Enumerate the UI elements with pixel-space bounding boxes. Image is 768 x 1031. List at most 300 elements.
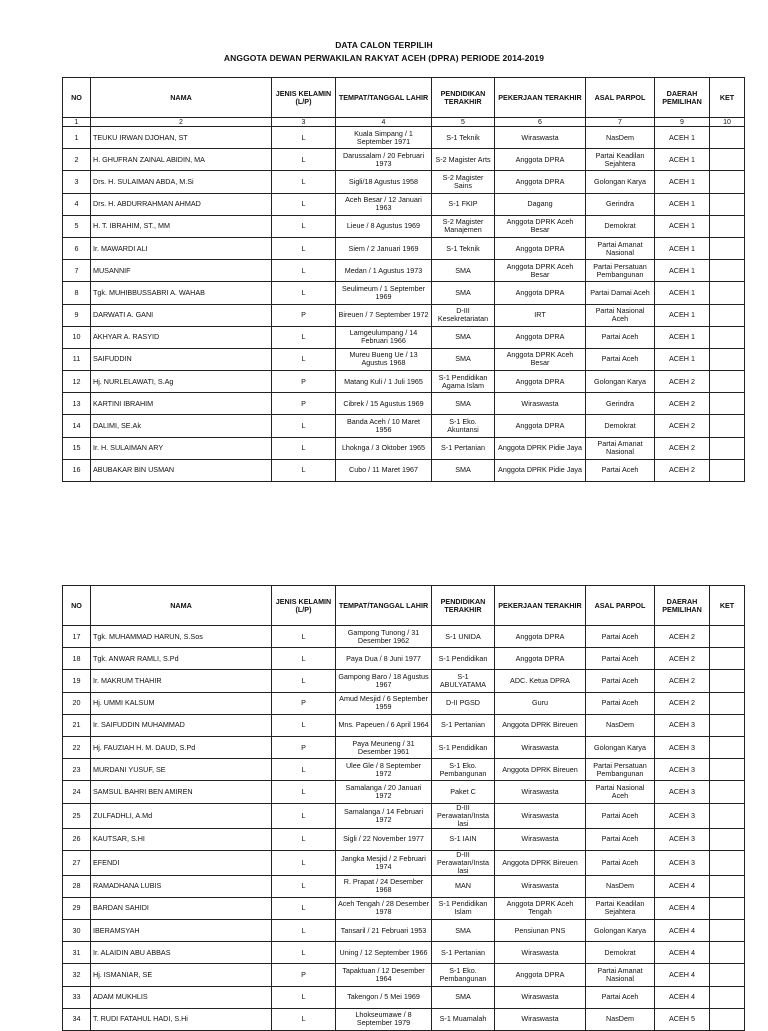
cell-ket: [710, 415, 745, 437]
cell-daerah-pemilihan: ACEH 2: [655, 692, 710, 714]
cell-pendidikan: S-1 Eko. Pembangunan: [432, 759, 495, 781]
cell-ket: [710, 897, 745, 919]
cell-pekerjaan: Wiraswasta: [495, 875, 586, 897]
cell-jenis-kelamin: L: [272, 942, 336, 964]
cell-tempat-tanggal-lahir: Cibrek / 15 Agustus 1969: [336, 393, 432, 415]
cell-jenis-kelamin: L: [272, 803, 336, 828]
cell-no: 12: [63, 371, 91, 393]
cell-daerah-pemilihan: ACEH 1: [655, 348, 710, 370]
cell-ket: [710, 437, 745, 459]
table-2-body: [63, 626, 745, 1031]
cell-daerah-pemilihan: ACEH 1: [655, 304, 710, 326]
col-header-tempat-tanggal-lahir: TEMPAT/TANGGAL LAHIR: [336, 586, 432, 626]
col-header-pekerjaan: PEKERJAAN TERAKHIR: [495, 586, 586, 626]
table-row: [63, 193, 745, 215]
cell-tempat-tanggal-lahir: Sigli/18 Agustus 1958: [336, 171, 432, 193]
cell-daerah-pemilihan: ACEH 2: [655, 459, 710, 481]
cell-jenis-kelamin: L: [272, 260, 336, 282]
cell-tempat-tanggal-lahir: Medan / 1 Agustus 1973: [336, 260, 432, 282]
cell-daerah-pemilihan: ACEH 3: [655, 803, 710, 828]
table-row: [63, 326, 745, 348]
column-index: 3: [272, 118, 336, 127]
cell-jenis-kelamin: L: [272, 626, 336, 648]
cell-jenis-kelamin: L: [272, 1008, 336, 1030]
cell-pendidikan: S-1 Muamalah: [432, 1008, 495, 1030]
cell-ket: [710, 304, 745, 326]
table-row: [63, 237, 745, 259]
cell-pendidikan: SMA: [432, 986, 495, 1008]
table-row: [63, 714, 745, 736]
cell-nama: Hj. NURLELAWATI, S.Ag: [91, 371, 272, 393]
cell-jenis-kelamin: L: [272, 648, 336, 670]
cell-asal-parpol: NasDem: [586, 1008, 655, 1030]
column-index-row: [63, 118, 745, 127]
cell-nama: Drs. H. SULAIMAN ABDA, M.Si: [91, 171, 272, 193]
table-row: [63, 875, 745, 897]
cell-jenis-kelamin: P: [272, 371, 336, 393]
cell-tempat-tanggal-lahir: Sigli / 22 November 1977: [336, 828, 432, 850]
cell-pekerjaan: Wiraswasta: [495, 1008, 586, 1030]
cell-asal-parpol: Partai Nasional Aceh: [586, 781, 655, 803]
cell-pendidikan: S-1 Teknik: [432, 237, 495, 259]
cell-pendidikan: S-2 Magister Arts: [432, 149, 495, 171]
cell-daerah-pemilihan: ACEH 2: [655, 626, 710, 648]
cell-jenis-kelamin: L: [272, 437, 336, 459]
cell-nama: ABUBAKAR BIN USMAN: [91, 459, 272, 481]
table-row: [63, 828, 745, 850]
cell-daerah-pemilihan: ACEH 3: [655, 759, 710, 781]
cell-no: 25: [63, 803, 91, 828]
cell-no: 3: [63, 171, 91, 193]
cell-nama: Ir. MAKRUM THAHIR: [91, 670, 272, 692]
cell-pekerjaan: Wiraswasta: [495, 393, 586, 415]
cell-pekerjaan: Anggota DPRK Pidie Jaya: [495, 437, 586, 459]
cell-jenis-kelamin: P: [272, 964, 336, 986]
cell-no: 10: [63, 326, 91, 348]
cell-pekerjaan: ADC. Ketua DPRA: [495, 670, 586, 692]
cell-ket: [710, 714, 745, 736]
cell-asal-parpol: Golongan Karya: [586, 736, 655, 758]
cell-pekerjaan: Anggota DPRA: [495, 964, 586, 986]
cell-pendidikan: S-1 Pendidikan Islam: [432, 897, 495, 919]
cell-daerah-pemilihan: ACEH 2: [655, 371, 710, 393]
column-index: 2: [91, 118, 272, 127]
candidate-table-2: [62, 585, 745, 1031]
cell-pendidikan: S-1 Pertanian: [432, 942, 495, 964]
col-header-asal-parpol: ASAL PARPOL: [586, 78, 655, 118]
cell-pekerjaan: Anggota DPRA: [495, 326, 586, 348]
cell-tempat-tanggal-lahir: Siem / 2 Januari 1969: [336, 237, 432, 259]
cell-no: 7: [63, 260, 91, 282]
col-header-jenis-kelamin: JENIS KELAMIN (L/P): [272, 78, 336, 118]
cell-ket: [710, 759, 745, 781]
cell-asal-parpol: NasDem: [586, 714, 655, 736]
cell-ket: [710, 393, 745, 415]
table-row: [63, 692, 745, 714]
cell-jenis-kelamin: L: [272, 215, 336, 237]
cell-no: 27: [63, 850, 91, 875]
cell-pekerjaan: Anggota DPRK Bireuen: [495, 714, 586, 736]
cell-nama: SAIFUDDIN: [91, 348, 272, 370]
cell-no: 5: [63, 215, 91, 237]
cell-pendidikan: SMA: [432, 326, 495, 348]
cell-daerah-pemilihan: ACEH 4: [655, 875, 710, 897]
table-row: [63, 215, 745, 237]
cell-nama: AKHYAR A. RASYID: [91, 326, 272, 348]
cell-asal-parpol: Partai Amanat Nasional: [586, 437, 655, 459]
cell-no: 16: [63, 459, 91, 481]
table-row: [63, 736, 745, 758]
cell-daerah-pemilihan: ACEH 3: [655, 850, 710, 875]
cell-pendidikan: SMA: [432, 459, 495, 481]
cell-jenis-kelamin: L: [272, 670, 336, 692]
cell-nama: RAMADHANA LUBIS: [91, 875, 272, 897]
cell-no: 22: [63, 736, 91, 758]
cell-asal-parpol: Partai Amanat Nasional: [586, 964, 655, 986]
column-index: 10: [710, 118, 745, 127]
table-row: [63, 850, 745, 875]
cell-tempat-tanggal-lahir: Uning / 12 September 1966: [336, 942, 432, 964]
cell-nama: Hj. ISMANIAR, SE: [91, 964, 272, 986]
cell-pekerjaan: Anggota DPRK Aceh Besar: [495, 260, 586, 282]
cell-pekerjaan: Wiraswasta: [495, 942, 586, 964]
cell-daerah-pemilihan: ACEH 1: [655, 171, 710, 193]
cell-no: 34: [63, 1008, 91, 1030]
cell-nama: DALIMI, SE.Ak: [91, 415, 272, 437]
cell-ket: [710, 371, 745, 393]
col-header-ket: KET: [710, 586, 745, 626]
cell-no: 29: [63, 897, 91, 919]
cell-asal-parpol: Gerindra: [586, 193, 655, 215]
cell-daerah-pemilihan: ACEH 1: [655, 326, 710, 348]
cell-no: 11: [63, 348, 91, 370]
cell-no: 21: [63, 714, 91, 736]
cell-tempat-tanggal-lahir: Gampong Baro / 18 Agustus 1967: [336, 670, 432, 692]
cell-tempat-tanggal-lahir: Bireuen / 7 September 1972: [336, 304, 432, 326]
cell-asal-parpol: Partai Aceh: [586, 828, 655, 850]
col-header-no: NO: [63, 78, 91, 118]
cell-asal-parpol: Golongan Karya: [586, 371, 655, 393]
cell-ket: [710, 803, 745, 828]
table-row: [63, 781, 745, 803]
cell-asal-parpol: Golongan Karya: [586, 920, 655, 942]
cell-asal-parpol: Partai Aceh: [586, 692, 655, 714]
cell-no: 28: [63, 875, 91, 897]
cell-jenis-kelamin: L: [272, 348, 336, 370]
cell-jenis-kelamin: L: [272, 282, 336, 304]
cell-ket: [710, 215, 745, 237]
cell-jenis-kelamin: L: [272, 127, 336, 149]
cell-tempat-tanggal-lahir: Samalanga / 14 Februari 1972: [336, 803, 432, 828]
cell-asal-parpol: Partai Keadilan Sejahtera: [586, 897, 655, 919]
cell-ket: [710, 850, 745, 875]
cell-pekerjaan: Anggota DPRA: [495, 149, 586, 171]
cell-pekerjaan: Anggota DPRA: [495, 415, 586, 437]
cell-no: 26: [63, 828, 91, 850]
col-header-ket: KET: [710, 78, 745, 118]
cell-pendidikan: S-1 ABULYATAMA: [432, 670, 495, 692]
cell-no: 8: [63, 282, 91, 304]
col-header-asal-parpol: ASAL PARPOL: [586, 586, 655, 626]
cell-ket: [710, 326, 745, 348]
cell-asal-parpol: Golongan Karya: [586, 171, 655, 193]
cell-asal-parpol: Demokrat: [586, 215, 655, 237]
cell-jenis-kelamin: L: [272, 781, 336, 803]
cell-jenis-kelamin: L: [272, 828, 336, 850]
cell-nama: KAUTSAR, S.HI: [91, 828, 272, 850]
cell-pendidikan: D-III Perawatan/Insta lasi: [432, 803, 495, 828]
cell-asal-parpol: Partai Damai Aceh: [586, 282, 655, 304]
table-row: [63, 897, 745, 919]
table-row: [63, 415, 745, 437]
cell-no: 32: [63, 964, 91, 986]
cell-no: 4: [63, 193, 91, 215]
cell-pendidikan: S-1 Eko. Pembangunan: [432, 964, 495, 986]
cell-jenis-kelamin: L: [272, 759, 336, 781]
table-row: [63, 920, 745, 942]
column-index: 1: [63, 118, 91, 127]
cell-pendidikan: MAN: [432, 875, 495, 897]
col-header-no: NO: [63, 586, 91, 626]
cell-daerah-pemilihan: ACEH 4: [655, 942, 710, 964]
cell-pendidikan: Paket C: [432, 781, 495, 803]
cell-no: 24: [63, 781, 91, 803]
cell-jenis-kelamin: P: [272, 393, 336, 415]
cell-pendidikan: S-1 Teknik: [432, 127, 495, 149]
cell-no: 30: [63, 920, 91, 942]
table-row: [63, 626, 745, 648]
cell-jenis-kelamin: P: [272, 304, 336, 326]
cell-nama: Ir. ALAIDIN ABU ABBAS: [91, 942, 272, 964]
table-row: [63, 964, 745, 986]
cell-no: 17: [63, 626, 91, 648]
cell-nama: SAMSUL BAHRI BEN AMIREN: [91, 781, 272, 803]
cell-asal-parpol: Partai Aceh: [586, 850, 655, 875]
cell-nama: Ir. SAIFUDDIN MUHAMMAD: [91, 714, 272, 736]
cell-tempat-tanggal-lahir: Kuala Simpang / 1 September 1971: [336, 127, 432, 149]
cell-ket: [710, 692, 745, 714]
cell-ket: [710, 149, 745, 171]
cell-asal-parpol: Partai Aceh: [586, 670, 655, 692]
table-row: [63, 759, 745, 781]
cell-ket: [710, 193, 745, 215]
cell-daerah-pemilihan: ACEH 2: [655, 415, 710, 437]
col-header-pekerjaan: PEKERJAAN TERAKHIR: [495, 78, 586, 118]
cell-daerah-pemilihan: ACEH 4: [655, 897, 710, 919]
table-row: [63, 282, 745, 304]
col-header-pendidikan: PENDIDIKAN TERAKHIR: [432, 78, 495, 118]
col-header-jenis-kelamin: JENIS KELAMIN (L/P): [272, 586, 336, 626]
cell-nama: Ir. H. SULAIMAN ARY: [91, 437, 272, 459]
cell-ket: [710, 282, 745, 304]
cell-pekerjaan: Anggota DPRA: [495, 648, 586, 670]
cell-no: 13: [63, 393, 91, 415]
document-subtitle: ANGGOTA DEWAN PERWAKILAN RAKYAT ACEH (DPRA) PERIODE 2014-2019: [223, 53, 545, 63]
cell-tempat-tanggal-lahir: Darussalam / 20 Februari 1973: [336, 149, 432, 171]
cell-pekerjaan: Wiraswasta: [495, 986, 586, 1008]
cell-asal-parpol: Partai Aceh: [586, 986, 655, 1008]
cell-pendidikan: S-1 Pertanian: [432, 437, 495, 459]
cell-asal-parpol: Partai Persatuan Pembangunan: [586, 260, 655, 282]
cell-pekerjaan: Anggota DPRK Bireuen: [495, 850, 586, 875]
cell-tempat-tanggal-lahir: Tansaril / 21 Februari 1953: [336, 920, 432, 942]
cell-no: 23: [63, 759, 91, 781]
cell-asal-parpol: Partai Aceh: [586, 626, 655, 648]
cell-nama: EFENDI: [91, 850, 272, 875]
table-row: [63, 304, 745, 326]
header-row: [63, 586, 745, 626]
cell-asal-parpol: Partai Persatuan Pembangunan: [586, 759, 655, 781]
cell-pekerjaan: Wiraswasta: [495, 781, 586, 803]
col-header-nama: NAMA: [91, 586, 272, 626]
cell-pekerjaan: Anggota DPRA: [495, 371, 586, 393]
col-header-nama: NAMA: [91, 78, 272, 118]
col-header-daerah-pemilihan: DAERAH PEMILIHAN: [655, 78, 710, 118]
table-row: [63, 986, 745, 1008]
cell-pekerjaan: IRT: [495, 304, 586, 326]
cell-pekerjaan: Anggota DPRK Aceh Besar: [495, 348, 586, 370]
cell-tempat-tanggal-lahir: Gampong Tunong / 31 Desember 1962: [336, 626, 432, 648]
cell-ket: [710, 348, 745, 370]
cell-pekerjaan: Anggota DPRA: [495, 626, 586, 648]
cell-ket: [710, 237, 745, 259]
cell-pendidikan: SMA: [432, 393, 495, 415]
cell-pekerjaan: Wiraswasta: [495, 127, 586, 149]
cell-daerah-pemilihan: ACEH 1: [655, 215, 710, 237]
cell-tempat-tanggal-lahir: Mureu Bueng Ue / 13 Agustus 1968: [336, 348, 432, 370]
cell-nama: H. T. IBRAHIM, ST., MM: [91, 215, 272, 237]
cell-nama: DARWATI A. GANI: [91, 304, 272, 326]
cell-daerah-pemilihan: ACEH 1: [655, 193, 710, 215]
cell-no: 15: [63, 437, 91, 459]
cell-tempat-tanggal-lahir: Seulimeum / 1 September 1969: [336, 282, 432, 304]
cell-ket: [710, 648, 745, 670]
cell-pendidikan: SMA: [432, 348, 495, 370]
cell-nama: Drs. H. ABDURRAHMAN AHMAD: [91, 193, 272, 215]
cell-asal-parpol: NasDem: [586, 875, 655, 897]
table-row: [63, 171, 745, 193]
cell-tempat-tanggal-lahir: Paya Dua / 8 Juni 1977: [336, 648, 432, 670]
col-header-tempat-tanggal-lahir: TEMPAT/TANGGAL LAHIR: [336, 78, 432, 118]
header-row: [63, 78, 745, 118]
cell-tempat-tanggal-lahir: Banda Aceh / 10 Maret 1956: [336, 415, 432, 437]
cell-nama: T. RUDI FATAHUL HADI, S.Hi: [91, 1008, 272, 1030]
table-row: [63, 803, 745, 828]
cell-nama: Hj. UMMI KALSUM: [91, 692, 272, 714]
cell-no: 2: [63, 149, 91, 171]
cell-ket: [710, 459, 745, 481]
cell-daerah-pemilihan: ACEH 5: [655, 1008, 710, 1030]
cell-nama: ZULFADHLI, A.Md: [91, 803, 272, 828]
cell-no: 31: [63, 942, 91, 964]
cell-pendidikan: D-III Kesekretariatan: [432, 304, 495, 326]
cell-nama: IBERAMSYAH: [91, 920, 272, 942]
cell-tempat-tanggal-lahir: Lamgeulumpang / 14 Februari 1966: [336, 326, 432, 348]
cell-asal-parpol: Demokrat: [586, 415, 655, 437]
cell-asal-parpol: Partai Amanat Nasional: [586, 237, 655, 259]
cell-nama: BARDAN SAHIDI: [91, 897, 272, 919]
cell-jenis-kelamin: L: [272, 237, 336, 259]
cell-jenis-kelamin: L: [272, 171, 336, 193]
cell-tempat-tanggal-lahir: Tapaktuan / 12 Desember 1964: [336, 964, 432, 986]
cell-tempat-tanggal-lahir: Amud Mesjid / 6 September 1959: [336, 692, 432, 714]
cell-pekerjaan: Pensiunan PNS: [495, 920, 586, 942]
cell-ket: [710, 920, 745, 942]
cell-pendidikan: S-1 Pendidikan: [432, 648, 495, 670]
cell-pendidikan: D-II PGSD: [432, 692, 495, 714]
cell-nama: H. GHUFRAN ZAINAL ABIDIN, MA: [91, 149, 272, 171]
cell-daerah-pemilihan: ACEH 3: [655, 828, 710, 850]
cell-pendidikan: S-1 Eko. Akuntansi: [432, 415, 495, 437]
column-index: 9: [655, 118, 710, 127]
cell-tempat-tanggal-lahir: Aceh Tengah / 28 Desember 1978: [336, 897, 432, 919]
column-index: 7: [586, 118, 655, 127]
cell-pendidikan: S-1 UNIDA: [432, 626, 495, 648]
cell-pendidikan: SMA: [432, 260, 495, 282]
candidate-table-1: [62, 77, 745, 482]
table-row: [63, 670, 745, 692]
cell-pekerjaan: Anggota DPRK Aceh Tengah: [495, 897, 586, 919]
cell-daerah-pemilihan: ACEH 4: [655, 986, 710, 1008]
table-row: [63, 348, 745, 370]
cell-pekerjaan: Guru: [495, 692, 586, 714]
cell-no: 20: [63, 692, 91, 714]
cell-no: 6: [63, 237, 91, 259]
cell-jenis-kelamin: L: [272, 875, 336, 897]
cell-asal-parpol: Partai Nasional Aceh: [586, 304, 655, 326]
cell-ket: [710, 171, 745, 193]
cell-ket: [710, 127, 745, 149]
cell-nama: Hj. FAUZIAH H. M. DAUD, S.Pd: [91, 736, 272, 758]
cell-ket: [710, 781, 745, 803]
column-index: 5: [432, 118, 495, 127]
cell-pekerjaan: Wiraswasta: [495, 736, 586, 758]
cell-pendidikan: D-III Perawatan/Insta lasi: [432, 850, 495, 875]
cell-pendidikan: S-1 FKIP: [432, 193, 495, 215]
cell-jenis-kelamin: L: [272, 986, 336, 1008]
cell-daerah-pemilihan: ACEH 2: [655, 393, 710, 415]
cell-daerah-pemilihan: ACEH 1: [655, 149, 710, 171]
cell-tempat-tanggal-lahir: Lhokseumawe / 8 September 1979: [336, 1008, 432, 1030]
cell-ket: [710, 260, 745, 282]
cell-nama: KARTINI IBRAHIM: [91, 393, 272, 415]
table-1-body: [63, 127, 745, 482]
cell-daerah-pemilihan: ACEH 1: [655, 237, 710, 259]
table-row: [63, 459, 745, 481]
cell-pendidikan: S-1 IAIN: [432, 828, 495, 850]
document-title: DATA CALON TERPILIH: [335, 40, 433, 50]
cell-pekerjaan: Wiraswasta: [495, 828, 586, 850]
cell-jenis-kelamin: L: [272, 920, 336, 942]
cell-ket: [710, 964, 745, 986]
cell-nama: MUSANNIF: [91, 260, 272, 282]
cell-no: 18: [63, 648, 91, 670]
cell-daerah-pemilihan: ACEH 4: [655, 920, 710, 942]
table-row: [63, 1008, 745, 1030]
cell-no: 9: [63, 304, 91, 326]
table-row: [63, 942, 745, 964]
cell-ket: [710, 986, 745, 1008]
column-index: 4: [336, 118, 432, 127]
cell-pendidikan: SMA: [432, 920, 495, 942]
cell-tempat-tanggal-lahir: R. Prapat / 24 Desember 1968: [336, 875, 432, 897]
table-row: [63, 437, 745, 459]
cell-daerah-pemilihan: ACEH 3: [655, 714, 710, 736]
cell-nama: ADAM MUKHLIS: [91, 986, 272, 1008]
cell-nama: TEUKU IRWAN DJOHAN, ST: [91, 127, 272, 149]
cell-jenis-kelamin: L: [272, 459, 336, 481]
cell-asal-parpol: Partai Aceh: [586, 648, 655, 670]
